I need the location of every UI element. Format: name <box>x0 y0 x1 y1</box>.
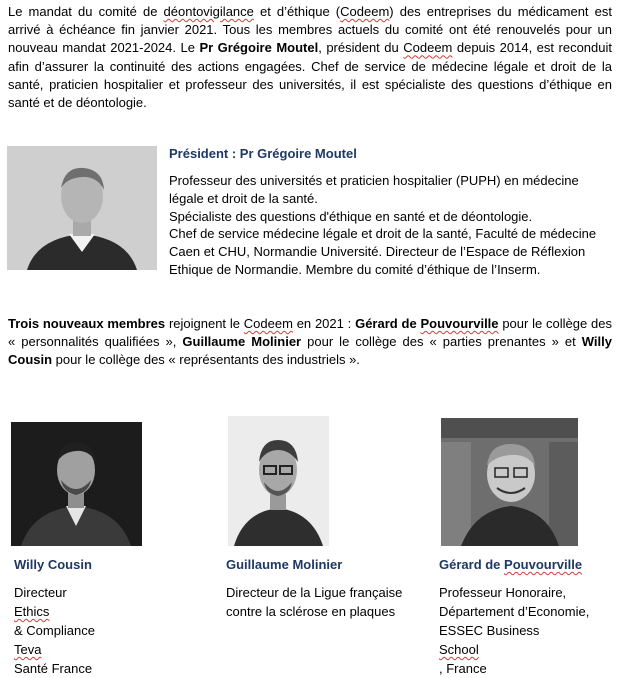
member-photo-guillaume-molinier <box>228 416 329 546</box>
member-description-gerard-de-pouvourville: Professeur Honoraire, Département d’Economie, ESSEC Business School , France <box>439 585 590 676</box>
president-description: Professeur des universités et praticien hospitalier (PUPH) en médecine légale et droit de la santé. Spécialiste des questions d'éthique en santé et de déontologie. Chef de service médecine légale et droit de la santé, Faculté de médecine Caen et CHU, Normandie Université. Directeur de l’Espace de Réflexion Ethique de Normandie. Membre du comité d’éthique de l’Inserm. <box>169 173 597 277</box>
new-members-paragraph: Trois nouveaux membres rejoignent le Codeem en 2021 : Gérard de Pouvourville pour le collège des « personnalités qualifiées », Guillaume Molinier pour le collège des « parties prenantes » et Willy Cousin pour le collège des « représentants des industriels ». <box>8 316 613 368</box>
member-description-guillaume-molinier: Directeur de la Ligue française contre la sclérose en plaques <box>226 585 403 619</box>
member-photo-gerard-de-pouvourville <box>441 418 578 546</box>
intro-paragraph: Le mandat du comité de déontovigilance et d’éthique (Codeem) des entreprises du médicament est arrivé à échéance fin janvier 2021. Tous les membres actuels du comité ont été renouvelés pour un nouveau mandat 2021-2024. Le Pr Grégoire Moutel, président du Codeem depuis 2014, est reconduit afin d’assurer la continuité des actions engagées. Chef de service de médecine légale et droit de la santé, praticien hospitalier et professeur des universités, il est spécialiste des questions d’éthique en santé et de déontologie. <box>8 4 612 111</box>
member-description-willy-cousin: Directeur Ethics & Compliance Teva Santé France <box>14 585 95 676</box>
president-title: Président : Pr Grégoire Moutel <box>169 146 357 161</box>
member-name-willy-cousin: Willy Cousin <box>14 557 92 572</box>
member-name-gerard-de-pouvourville: Gérard de Pouvourville <box>439 557 583 572</box>
member-photo-willy-cousin <box>11 422 142 546</box>
member-name-guillaume-molinier: Guillaume Molinier <box>226 557 343 572</box>
president-photo <box>7 146 157 270</box>
